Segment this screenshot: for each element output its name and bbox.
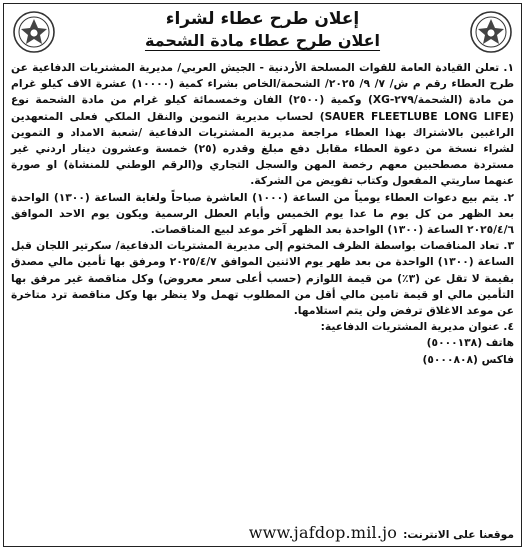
army-emblem-right-icon — [469, 10, 513, 54]
title-line-1: إعلان طرح عطاء لشراء — [165, 9, 360, 29]
title-line-2: اعلان طرح عطاء مادة الشحمة — [144, 31, 381, 50]
army-emblem-left-icon — [12, 10, 56, 54]
website-label: موقعنا على الانترنت: — [403, 528, 514, 541]
paragraph-3: ٣. تعاد المناقصات بواسطة الظرف المختوم إلى مديرية المشتريات الدفاعية/ سكرتير اللجان قبل الساعة (١٣٠٠) الواحدة من بعد ظهر يوم الاثنين الموافق ٢٠٢٥/٤/٧ ومرفق بها تأمين مالي مصدق بقيمة لا تقل عن (٣٪) من قيمة اللوازم (حسب أعلى سعر معروض) وكل مناقصة غير مرفق بها التأمين مالي او قيمة تامين مالي أقل من المطلوب تهمل ولا ينظر بها وكل مناقصة ترد متاخرة عن موعد الاغلاق ترفض ولن يتم استلامها. — [11, 239, 514, 318]
announcement-body — [11, 60, 514, 368]
website-row — [11, 523, 514, 542]
announcement-header — [64, 8, 461, 51]
paragraph-2: ٢. يتم بيع دعوات العطاء يومياً من الساعة (١٠٠٠) العاشرة صباحاً ولغاية الساعة (١٣٠٠) الواحدة بعد الظهر من كل يوم ما عدا يوم الخميس وأيام العطل الرسمية ويكون يوم الاحد الموافق ٢٠٢٥/٤/٦ الساعة (١٣٠٠) الواحدة بعد الظهر آخر موعد لبيع المناقصات. — [11, 190, 514, 237]
website-link[interactable]: www.jafdop.mil.jo — [248, 523, 398, 542]
fax-number: فاكس (٥٠٠٠٨٠٨) — [422, 352, 514, 366]
phone-number: هاتف (٥٠٠٠١٣٨) — [426, 336, 514, 350]
advertisement-box — [3, 3, 522, 547]
paragraph-4: ٤. عنوان مديرية المشتريات الدفاعية: — [320, 320, 514, 334]
paragraph-1: ١. تعلن القيادة العامة للقوات المسلحة الأردنية - الجيش العربي/ مديرية المشتريات الدفاعية عن طرح العطاء رقم م ش/ ٧/ ٩/ ٢٠٢٥/ الشحمة/الخاص بشراء كمية (١٠٠٠٠) عشرة الاف كيلو غرام من مادة (الشحمة/٢٧٩-XG) وكمية (٢٥٠٠) الفان وخمسمائة كيلو غرام من مادة الشحمة نوع (SAUER FLEETLUBE LONG LIFE) لحساب مديرية التموين والنقل الملكي فعلى المتعهدين الراغبين بالاشتراك بهذا العطاء مراجعة مديرية المشتريات الدفاعية /شعبة الامداد و التموين لشراء نسخة من دعوة العطاء مقابل دفع مبلغ وقدره (٢٥) خمسة وعشرون دينار اردني غير مستردة مصطحبين معهم رخصة المهن والسجل التجاري و(الرقم الوطني للمنشاة) او صورة عنهما ساريتي المفعول وكتاب تفويض من الشركة. — [11, 61, 515, 188]
contact-block — [11, 335, 514, 367]
